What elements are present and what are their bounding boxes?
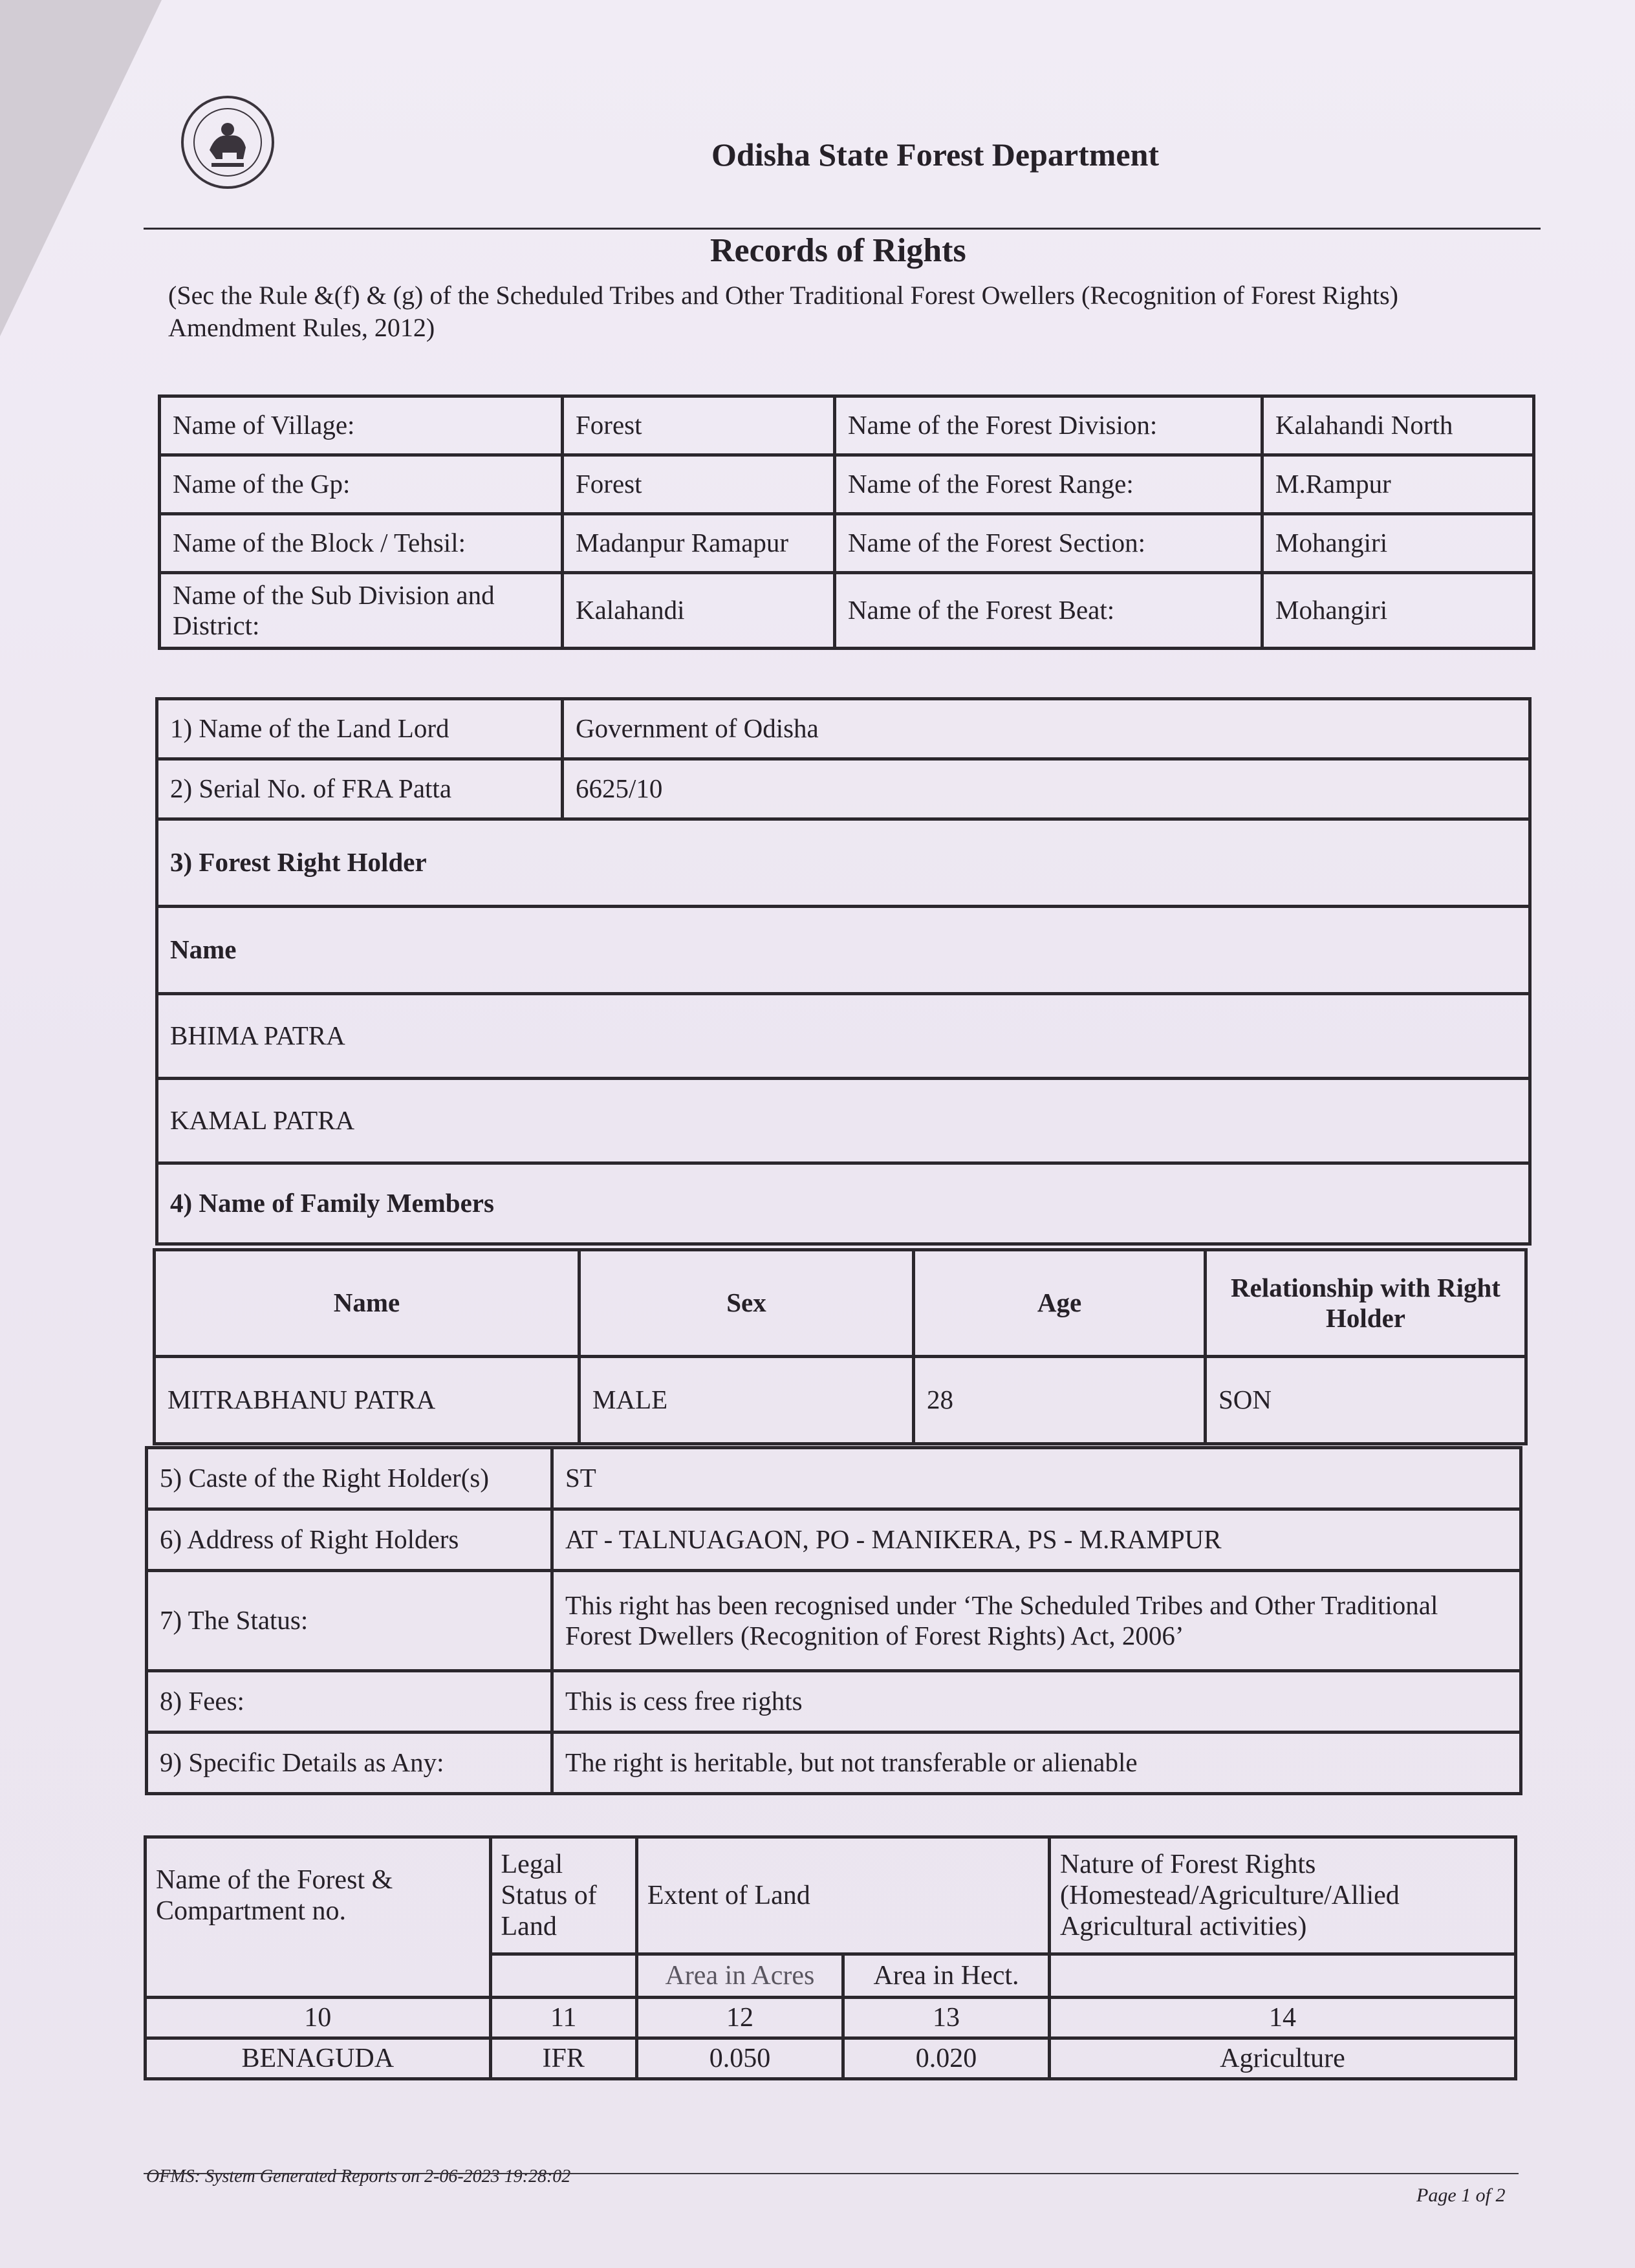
division-value: Kalahandi North xyxy=(1262,396,1534,455)
serial-value: 6625/10 xyxy=(563,759,1530,819)
village-value: Forest xyxy=(563,396,835,455)
land-col-forest: Name of the Forest & Compartment no. xyxy=(146,1837,491,1998)
document-title: Records of Rights xyxy=(710,232,966,269)
block-value: Madanpur Ramapur xyxy=(563,514,835,573)
land-col-legal-status: Legal Status of Land xyxy=(490,1837,636,1954)
address-label: 6) Address of Right Holders xyxy=(147,1509,552,1571)
column-number: 12 xyxy=(636,1998,843,2038)
table-row xyxy=(146,2038,1516,2079)
system-generated-note: OFMS: System Generated Reports on 2-06-2023 19:28:02 xyxy=(146,2166,571,2187)
family-col-relationship: Relationship with Right Holder xyxy=(1206,1250,1526,1357)
family-col-name: Name xyxy=(155,1250,579,1357)
beat-value: Mohangiri xyxy=(1262,573,1534,649)
status-label: 7) The Status: xyxy=(147,1571,552,1671)
status-line-2: Forest Dwellers (Recognition of Forest Rights) Act, 2006’ xyxy=(565,1621,1184,1650)
range-label: Name of the Forest Range: xyxy=(835,455,1262,514)
department-name: Odisha State Forest Department xyxy=(711,136,1160,173)
block-label: Name of the Block / Tehsil: xyxy=(160,514,563,573)
land-col-extent: Extent of Land xyxy=(636,1837,1049,1954)
forest-right-holder-heading: 3) Forest Right Holder xyxy=(157,819,1530,907)
family-member-sex: MALE xyxy=(579,1357,914,1444)
legal-status-value: IFR xyxy=(490,2038,636,2079)
column-number: 14 xyxy=(1049,1998,1515,2038)
area-hect-value: 0.020 xyxy=(843,2038,1050,2079)
subdivision-value: Kalahandi xyxy=(563,573,835,649)
area-acres-header: Area in Acres xyxy=(636,1954,843,1998)
column-number: 10 xyxy=(146,1998,491,2038)
family-members-table xyxy=(153,1248,1528,1445)
forest-compartment-value: BENAGUDA xyxy=(146,2038,491,2079)
status-value xyxy=(552,1571,1521,1671)
landlord-label: 1) Name of the Land Lord xyxy=(157,699,563,759)
nature-of-rights-value: Agriculture xyxy=(1049,2038,1515,2079)
column-number: 13 xyxy=(843,1998,1050,2038)
land-subheader-empty-2 xyxy=(1049,1954,1515,1998)
specific-details-value: The right is heritable, but not transferable or alienable xyxy=(552,1733,1521,1794)
section-label: Name of the Forest Section: xyxy=(835,514,1262,573)
holder-name-heading: Name xyxy=(157,907,1530,994)
address-value: AT - TALNUAGAON, PO - MANIKERA, PS - M.RAMPUR xyxy=(552,1509,1521,1571)
column-number: 11 xyxy=(490,1998,636,2038)
table-row xyxy=(155,1357,1526,1444)
area-hect-header: Area in Hect. xyxy=(843,1954,1050,1998)
holder-name: KAMAL PATRA xyxy=(157,1079,1530,1163)
footer-divider xyxy=(144,2173,1519,2174)
landlord-value: Government of Odisha xyxy=(563,699,1530,759)
family-members-heading: 4) Name of Family Members xyxy=(157,1163,1530,1244)
status-line-1: This right has been recognised under ‘The Scheduled Tribes and Other Traditional xyxy=(565,1590,1438,1620)
gp-value: Forest xyxy=(563,455,835,514)
gp-label: Name of the Gp: xyxy=(160,455,563,514)
header-divider xyxy=(144,228,1541,230)
details-table xyxy=(145,1446,1522,1795)
page-number: Page 1 of 2 xyxy=(1416,2185,1506,2206)
land-subheader-empty xyxy=(490,1954,636,1998)
family-col-age: Age xyxy=(914,1250,1206,1357)
odisha-emblem-icon xyxy=(176,91,279,194)
record-table xyxy=(155,697,1532,1246)
location-table xyxy=(158,394,1535,650)
division-label: Name of the Forest Division: xyxy=(835,396,1262,455)
document-subtitle: (Sec the Rule &(f) & (g) of the Scheduled Tribes and Other Traditional Forest Owellers (Recognition of Forest Rights) Amendment Rules, 2012) xyxy=(168,281,1398,342)
specific-details-label: 9) Specific Details as Any: xyxy=(147,1733,552,1794)
subdivision-label: Name of the Sub Division and District: xyxy=(160,573,563,649)
family-member-name: MITRABHANU PATRA xyxy=(155,1357,579,1444)
caste-label: 5) Caste of the Right Holder(s) xyxy=(147,1448,552,1509)
area-acres-value: 0.050 xyxy=(636,2038,843,2079)
family-member-relationship: SON xyxy=(1206,1357,1526,1444)
village-label: Name of Village: xyxy=(160,396,563,455)
fees-label: 8) Fees: xyxy=(147,1671,552,1733)
fees-value: This is cess free rights xyxy=(552,1671,1521,1733)
serial-label: 2) Serial No. of FRA Patta xyxy=(157,759,563,819)
beat-label: Name of the Forest Beat: xyxy=(835,573,1262,649)
caste-value: ST xyxy=(552,1448,1521,1509)
range-value: M.Rampur xyxy=(1262,455,1534,514)
holder-name: BHIMA PATRA xyxy=(157,994,1530,1079)
section-value: Mohangiri xyxy=(1262,514,1534,573)
land-col-nature: Nature of Forest Rights (Homestead/Agriculture/Allied Agricultural activities) xyxy=(1049,1837,1515,1954)
land-table xyxy=(144,1835,1517,2080)
family-member-age: 28 xyxy=(914,1357,1206,1444)
family-col-sex: Sex xyxy=(579,1250,914,1357)
